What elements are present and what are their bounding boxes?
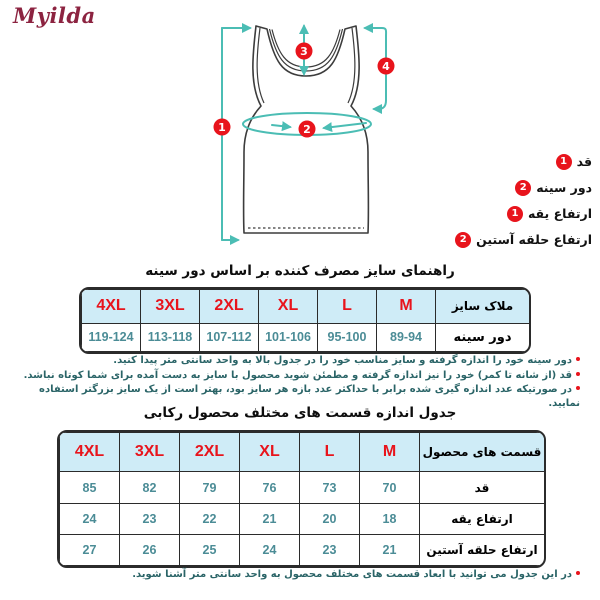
chest-range-cell: 107-112 xyxy=(200,323,259,351)
parts-table-title: جدول اندازه قسمت های مختلف محصول رکابی xyxy=(143,405,457,421)
note-item xyxy=(18,369,580,383)
measurement-cell: 76 xyxy=(240,472,300,503)
bullet-dot-icon xyxy=(576,386,580,390)
size-header-cell: 4XL xyxy=(82,290,141,324)
bullet-dot-icon xyxy=(576,372,580,376)
measurement-cell: 23 xyxy=(300,534,360,565)
part-label-cell: قد xyxy=(420,472,545,503)
measurement-cell: 22 xyxy=(180,503,240,534)
criteria-label-cell: ملاک سایز xyxy=(436,290,530,324)
marker-1 xyxy=(214,119,231,136)
size-guide-table xyxy=(79,287,531,354)
legend-label: ارتفاع حلقه آستین xyxy=(476,232,592,247)
chest-range-cell: 101-106 xyxy=(259,323,318,351)
size-header-cell: 3XL xyxy=(120,433,180,472)
size-header-cell: L xyxy=(318,290,377,324)
table-row xyxy=(82,290,530,324)
measurement-cell: 25 xyxy=(180,534,240,565)
table-row xyxy=(60,503,545,534)
size-header-cell: 3XL xyxy=(141,290,200,324)
size-header-cell: M xyxy=(360,433,420,472)
legend-marker-icon: 2 xyxy=(515,180,531,196)
marker-4 xyxy=(378,58,395,75)
size-header-cell: 2XL xyxy=(200,290,259,324)
legend-item xyxy=(507,203,592,224)
measurement-cell: 20 xyxy=(300,503,360,534)
part-label-cell: ارتفاع یقه xyxy=(420,503,545,534)
measurement-cell: 70 xyxy=(360,472,420,503)
size-header-cell: M xyxy=(377,290,436,324)
measurement-cell: 21 xyxy=(240,503,300,534)
svg-text:1: 1 xyxy=(218,120,226,134)
measurement-cell: 26 xyxy=(120,534,180,565)
measurement-cell: 21 xyxy=(360,534,420,565)
bullet-dot-icon xyxy=(576,571,580,575)
measurement-cell: 79 xyxy=(180,472,240,503)
table-row xyxy=(60,472,545,503)
size-header-cell: XL xyxy=(240,433,300,472)
part-label-cell: ارتفاع حلقه آستین xyxy=(420,534,545,565)
legend-marker-icon: 1 xyxy=(556,154,572,170)
note-item xyxy=(18,354,580,368)
svg-text:3: 3 xyxy=(300,44,308,58)
measurement-cell: 85 xyxy=(60,472,120,503)
measurement-notes xyxy=(18,354,580,410)
legend-label: ارتفاع یقه xyxy=(527,206,592,221)
size-header-cell: 4XL xyxy=(60,433,120,472)
bullet-dot-icon xyxy=(576,357,580,361)
measurement-cell: 18 xyxy=(360,503,420,534)
note-text: در صورتیکه عدد اندازه گیری شده برابر با حداکثر عدد بازه هر سایز بود، بهتر است از یک سایز بزرگتر استفاده نمایید. xyxy=(39,384,580,409)
parts-header-label-cell: قسمت های محصول xyxy=(420,433,545,472)
legend-item xyxy=(455,229,592,250)
table-row xyxy=(60,433,545,472)
chest-range-cell: 95-100 xyxy=(318,323,377,351)
legend xyxy=(455,151,592,250)
table-row xyxy=(60,534,545,565)
size-guide-title: راهنمای سایز مصرف کننده بر اساس دور سینه xyxy=(145,263,455,279)
chest-range-cell: 89-94 xyxy=(377,323,436,351)
tank-top-diagram xyxy=(180,0,410,260)
note-text: قد (از شانه تا کمر) خود را نیز اندازه گرفته و مطمئن شوید محصول با سایز به دست آمده برای شما کوتاه نباشد. xyxy=(23,369,572,381)
size-header-cell: 2XL xyxy=(180,433,240,472)
table-row xyxy=(82,323,530,351)
legend-label: دور سینه xyxy=(536,180,592,195)
measurement-cell: 23 xyxy=(120,503,180,534)
marker-3 xyxy=(296,43,313,60)
brand-logo: Myilda xyxy=(13,3,96,28)
chest-range-cell: 113-118 xyxy=(141,323,200,351)
measurement-cell: 27 xyxy=(60,534,120,565)
footer-note: در این جدول می توانید با ابعاد قسمت های مختلف محصول به واحد سانتی متر آشنا شوید. xyxy=(18,569,580,580)
size-header-cell: XL xyxy=(259,290,318,324)
measurement-cell: 82 xyxy=(120,472,180,503)
svg-text:2: 2 xyxy=(303,122,311,136)
legend-marker-icon: 1 xyxy=(507,206,523,222)
parts-measurements-table xyxy=(57,430,546,568)
svg-text:4: 4 xyxy=(382,59,390,73)
size-header-cell: L xyxy=(300,433,360,472)
legend-marker-icon: 2 xyxy=(455,232,471,248)
note-text: دور سینه خود را اندازه گرفته و سایز مناسب خود را در جدول بالا به واحد سانتی متر پیدا کنید. xyxy=(113,355,572,366)
chest-range-cell: 119-124 xyxy=(82,323,141,351)
legend-item xyxy=(556,151,592,172)
legend-item xyxy=(515,177,592,198)
measurement-cell: 24 xyxy=(240,534,300,565)
measurement-cell: 24 xyxy=(60,503,120,534)
measurement-cell: 73 xyxy=(300,472,360,503)
chest-row-label-cell: دور سینه xyxy=(436,323,530,351)
marker-2 xyxy=(299,121,316,138)
legend-label: قد xyxy=(576,154,592,169)
